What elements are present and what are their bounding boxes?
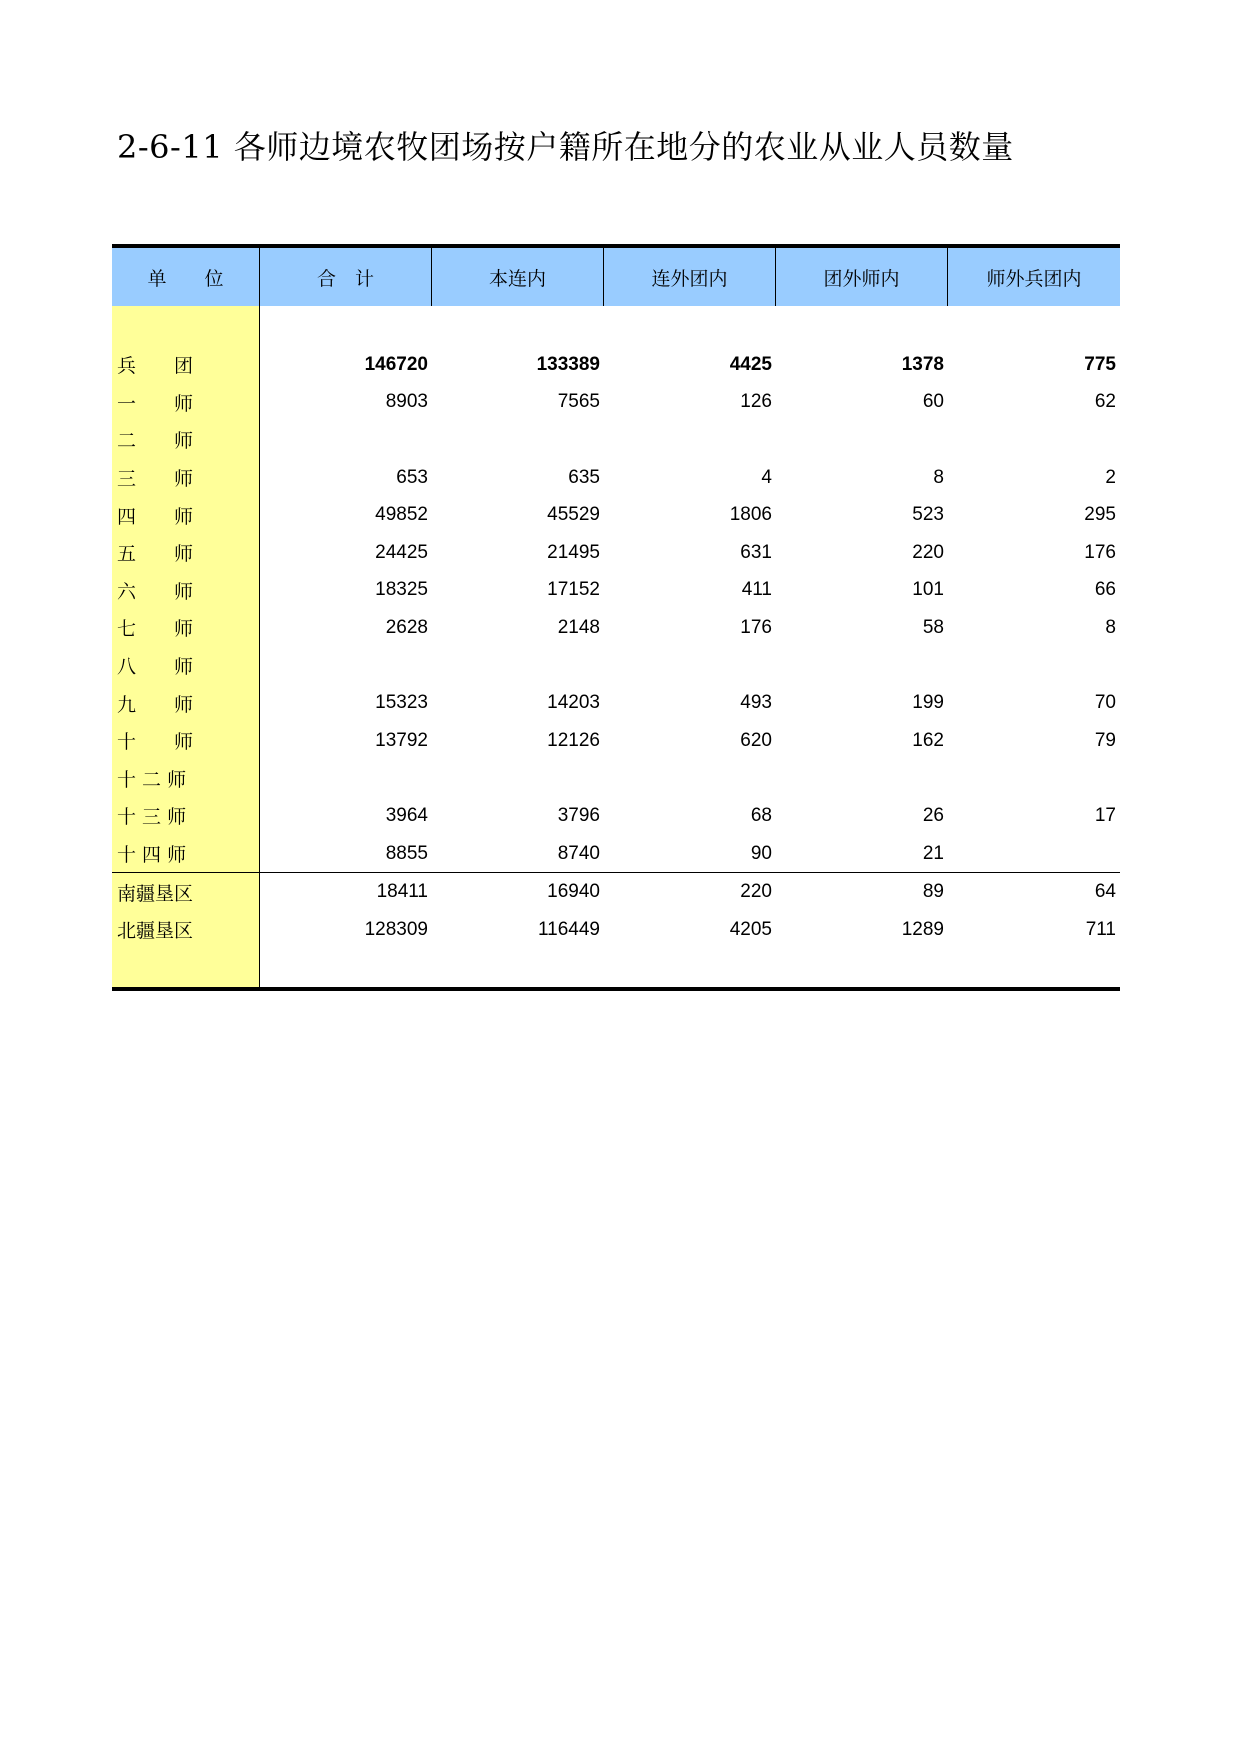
row-label: 五 师 <box>117 543 194 566</box>
cell-same-company: 8740 <box>557 842 600 864</box>
cell-within-regiment: 4425 <box>729 353 772 375</box>
cell-within-division: 89 <box>922 881 944 903</box>
cell-total: 18325 <box>375 579 428 601</box>
cell-same-company: 14203 <box>547 692 600 714</box>
cell-within-division: 21 <box>922 842 944 864</box>
cell-total: 2628 <box>385 616 428 638</box>
row-label: 兵 团 <box>117 355 194 378</box>
cell-within-corps: 8 <box>1105 616 1116 638</box>
cell-same-company: 12126 <box>547 729 600 751</box>
row-label: 六 师 <box>117 580 194 603</box>
table-row <box>112 459 1120 497</box>
cell-total: 128309 <box>364 918 428 940</box>
cell-within-regiment: 90 <box>750 842 772 864</box>
row-label: 十 师 <box>117 731 194 754</box>
cell-same-company: 7565 <box>557 391 600 413</box>
cell-same-company: 17152 <box>547 579 600 601</box>
cell-within-division: 101 <box>912 579 944 601</box>
cell-within-regiment: 4205 <box>729 918 772 940</box>
table-row <box>112 572 1120 610</box>
cell-within-corps: 711 <box>1085 918 1116 940</box>
cell-same-company: 21495 <box>547 541 600 563</box>
table-row <box>112 609 1120 647</box>
cell-total: 24425 <box>375 541 428 563</box>
row-label: 十 四 师 <box>117 844 187 867</box>
cell-total: 15323 <box>375 692 428 714</box>
column-header-unit: 单 位 <box>112 248 260 306</box>
cell-within-corps: 17 <box>1094 804 1116 826</box>
row-label: 北疆垦区 <box>117 920 194 943</box>
table-row <box>112 873 1120 911</box>
cell-total: 18411 <box>376 881 428 903</box>
table-bottom-rule <box>112 987 1120 991</box>
cell-same-company: 133389 <box>536 353 600 375</box>
table-row <box>112 835 1120 873</box>
table-row <box>112 346 1120 384</box>
row-label: 十 三 师 <box>117 806 187 829</box>
cell-within-corps: 79 <box>1094 729 1116 751</box>
table-row <box>112 911 1120 949</box>
table-body <box>112 306 1120 987</box>
cell-same-company: 116449 <box>538 918 600 940</box>
cell-within-division: 1378 <box>901 353 944 375</box>
column-header-within-corps: 师外兵团内 <box>948 248 1120 306</box>
row-label: 九 师 <box>117 693 194 716</box>
row-label: 一 师 <box>117 392 194 415</box>
cell-within-division: 26 <box>922 804 944 826</box>
table-row <box>112 421 1120 459</box>
row-label: 七 师 <box>117 618 194 641</box>
table-row <box>112 534 1120 572</box>
cell-within-corps: 66 <box>1094 579 1116 601</box>
cell-same-company: 3796 <box>557 804 600 826</box>
cell-within-regiment: 411 <box>741 579 772 601</box>
table-row <box>112 722 1120 760</box>
cell-total: 49852 <box>375 504 428 526</box>
column-header-same-company: 本连内 <box>432 248 604 306</box>
column-header-within-division: 团外师内 <box>776 248 948 306</box>
table-row <box>112 684 1120 722</box>
table-header <box>112 248 1120 306</box>
cell-within-division: 523 <box>912 504 944 526</box>
table-row <box>112 496 1120 534</box>
cell-within-corps: 2 <box>1105 466 1116 488</box>
cell-total: 653 <box>396 466 428 488</box>
cell-within-regiment: 4 <box>761 466 772 488</box>
cell-total: 8855 <box>385 842 428 864</box>
row-label: 八 师 <box>117 656 194 679</box>
cell-within-regiment: 620 <box>740 729 772 751</box>
cell-total: 13792 <box>375 729 428 751</box>
cell-within-division: 220 <box>912 541 944 563</box>
cell-same-company: 45529 <box>547 504 600 526</box>
cell-total: 146720 <box>364 353 428 375</box>
row-label: 南疆垦区 <box>117 882 194 905</box>
column-header-within-regiment: 连外团内 <box>604 248 776 306</box>
cell-within-regiment: 631 <box>740 541 772 563</box>
cell-same-company: 16940 <box>547 881 600 903</box>
table-row <box>112 647 1120 685</box>
table-row <box>112 384 1120 422</box>
row-label: 三 师 <box>117 468 194 491</box>
table-row <box>112 760 1120 798</box>
column-header-total: 合 计 <box>260 248 432 306</box>
cell-within-division: 199 <box>912 692 944 714</box>
cell-within-corps: 64 <box>1094 881 1116 903</box>
cell-same-company: 2148 <box>557 616 600 638</box>
cell-total: 3964 <box>385 804 428 826</box>
cell-within-regiment: 493 <box>740 692 772 714</box>
cell-within-regiment: 1806 <box>729 504 772 526</box>
cell-within-corps: 176 <box>1084 541 1116 563</box>
cell-within-regiment: 68 <box>750 804 772 826</box>
cell-within-division: 8 <box>933 466 944 488</box>
cell-within-regiment: 126 <box>740 391 772 413</box>
table-row <box>112 797 1120 835</box>
row-label: 十 二 师 <box>117 768 187 791</box>
cell-same-company: 635 <box>568 466 600 488</box>
cell-within-regiment: 220 <box>740 881 772 903</box>
cell-within-corps: 295 <box>1084 504 1116 526</box>
cell-within-division: 58 <box>922 616 944 638</box>
row-label: 四 师 <box>117 505 194 528</box>
page-title: 2-6-11 各师边境农牧团场按户籍所在地分的农业从业人员数量 <box>117 128 1014 166</box>
cell-within-division: 60 <box>922 391 944 413</box>
data-table <box>112 244 1120 991</box>
cell-within-corps: 62 <box>1094 391 1116 413</box>
cell-total: 8903 <box>385 391 428 413</box>
cell-within-regiment: 176 <box>740 616 772 638</box>
cell-within-corps: 775 <box>1084 353 1116 375</box>
cell-within-division: 162 <box>912 729 944 751</box>
row-label: 二 师 <box>117 430 194 453</box>
cell-within-division: 1289 <box>901 918 944 940</box>
cell-within-corps: 70 <box>1094 692 1116 714</box>
